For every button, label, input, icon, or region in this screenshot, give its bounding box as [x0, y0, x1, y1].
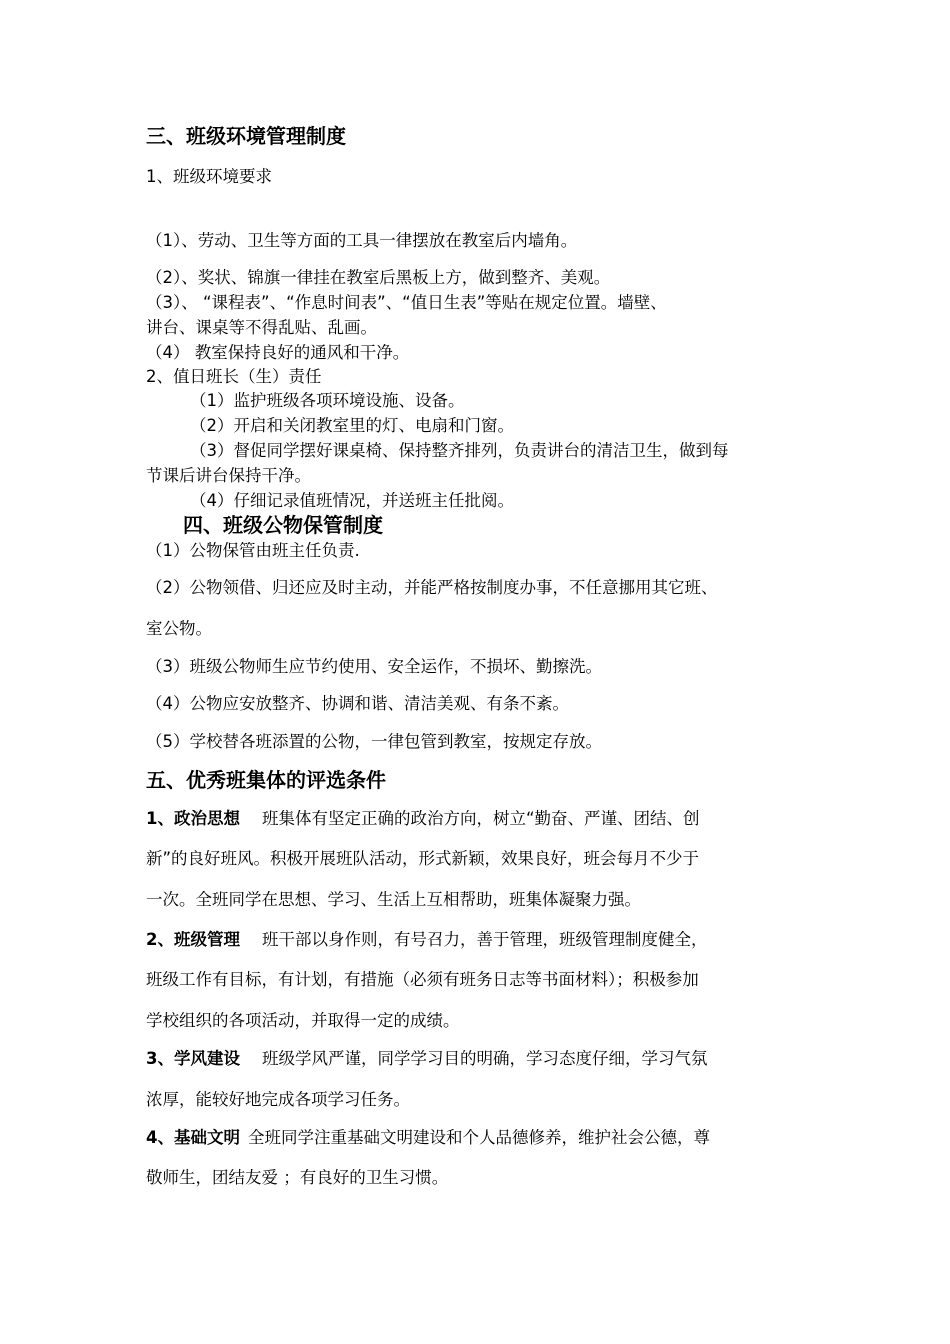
section3-title: 三、班级环境管理制度: [146, 124, 346, 148]
section3-item-4: （4） 教室保持良好的通风和干净。: [146, 343, 410, 362]
section4-item-5: （5）学校替各班添置的公物，一律包管到教室，按规定存放。: [146, 732, 602, 751]
criterion-3-line-1: [146, 1049, 707, 1069]
criterion-1-line-1: [146, 809, 700, 829]
criterion-2-label: 2、班级管理: [146, 930, 240, 949]
criterion-2-line-1: [146, 930, 707, 950]
criterion-4-label: 4、基础文明: [146, 1128, 240, 1147]
section4-item-3: （3）班级公物师生应节约使用、安全运作，不损坏、勤擦洗。: [146, 657, 602, 676]
duty-3-cont: 节课后讲台保持干净。: [146, 466, 311, 485]
criterion-4-text: 全班同学注重基础文明建设和个人品德修养，维护社会公德，尊: [247, 1128, 710, 1147]
criterion-1-text: 班集体有坚定正确的政治方向，树立“勤奋、严谨、团结、创: [261, 809, 700, 828]
criterion-2-line-3: 学校组织的各项活动，并取得一定的成绩。: [146, 1011, 460, 1030]
duty-2: （2）开启和关闭教室里的灯、电扇和门窗。: [190, 416, 514, 435]
criterion-3-line-2: 浓厚，能较好地完成各项学习任务。: [146, 1090, 410, 1109]
criterion-1-line-2: 新”的良好班风。积极开展班队活动，形式新颖，效果良好，班会每月不少于: [146, 849, 700, 868]
duty-1: （1）监护班级各项环境设施、设备。: [190, 391, 465, 410]
section3-item-2: （2）、奖状、锦旗一律挂在教室后黑板上方，做到整齐、美观。: [146, 268, 611, 287]
section4-item-4: （4）公物应安放整齐、协调和谐、清洁美观、有条不紊。: [146, 694, 569, 713]
section3-item-3-cont: 讲台、课桌等不得乱贴、乱画。: [146, 318, 377, 337]
duty-3: （3）督促同学摆好课桌椅、保持整齐排列，负责讲台的清洁卫生，做到每: [190, 441, 729, 460]
section4-title: 四、班级公物保管制度: [183, 513, 383, 537]
criterion-2-line-2: 班级工作有目标，有计划，有措施（必须有班务日志等书面材料）；积极参加: [146, 970, 699, 989]
criterion-3-label: 3、学风建设: [146, 1049, 240, 1068]
criterion-2-text: 班干部以身作则，有号召力，善于管理，班级管理制度健全，: [261, 930, 708, 949]
section3-item-1: （1）、劳动、卫生等方面的工具一律摆放在教室后内墙角。: [146, 231, 578, 250]
duty-4: （4）仔细记录值班情况，并送班主任批阅。: [190, 491, 514, 510]
section3-item-3: （3）、 “课程表”、“作息时间表”、“值日生表”等贴在规定位置。墙壁、: [146, 293, 667, 312]
criterion-1-label: 1、政治思想: [146, 809, 240, 828]
section3-subheading-1: 1、班级环境要求: [146, 167, 272, 186]
section4-item-2: （2）公物领借、归还应及时主动，并能严格按制度办事，不任意挪用其它班、: [146, 578, 718, 597]
criterion-3-text: 班级学风严谨，同学学习目的明确，学习态度仔细，学习气氛: [261, 1049, 708, 1068]
section4-item-2-cont: 室公物。: [146, 619, 212, 638]
criterion-4-line-2: 敬师生，团结友爱 ；有良好的卫生习惯。: [146, 1168, 449, 1187]
criterion-1-line-3: 一次。全班同学在思想、学习、生活上互相帮助，班集体凝聚力强。: [146, 890, 641, 909]
section5-title: 五、优秀班集体的评选条件: [146, 768, 386, 792]
section3-subheading-2: 2、值日班长（生）责任: [146, 367, 322, 386]
criterion-4-line-1: [146, 1128, 710, 1148]
section4-item-1: （1）公物保管由班主任负责.: [146, 541, 360, 560]
